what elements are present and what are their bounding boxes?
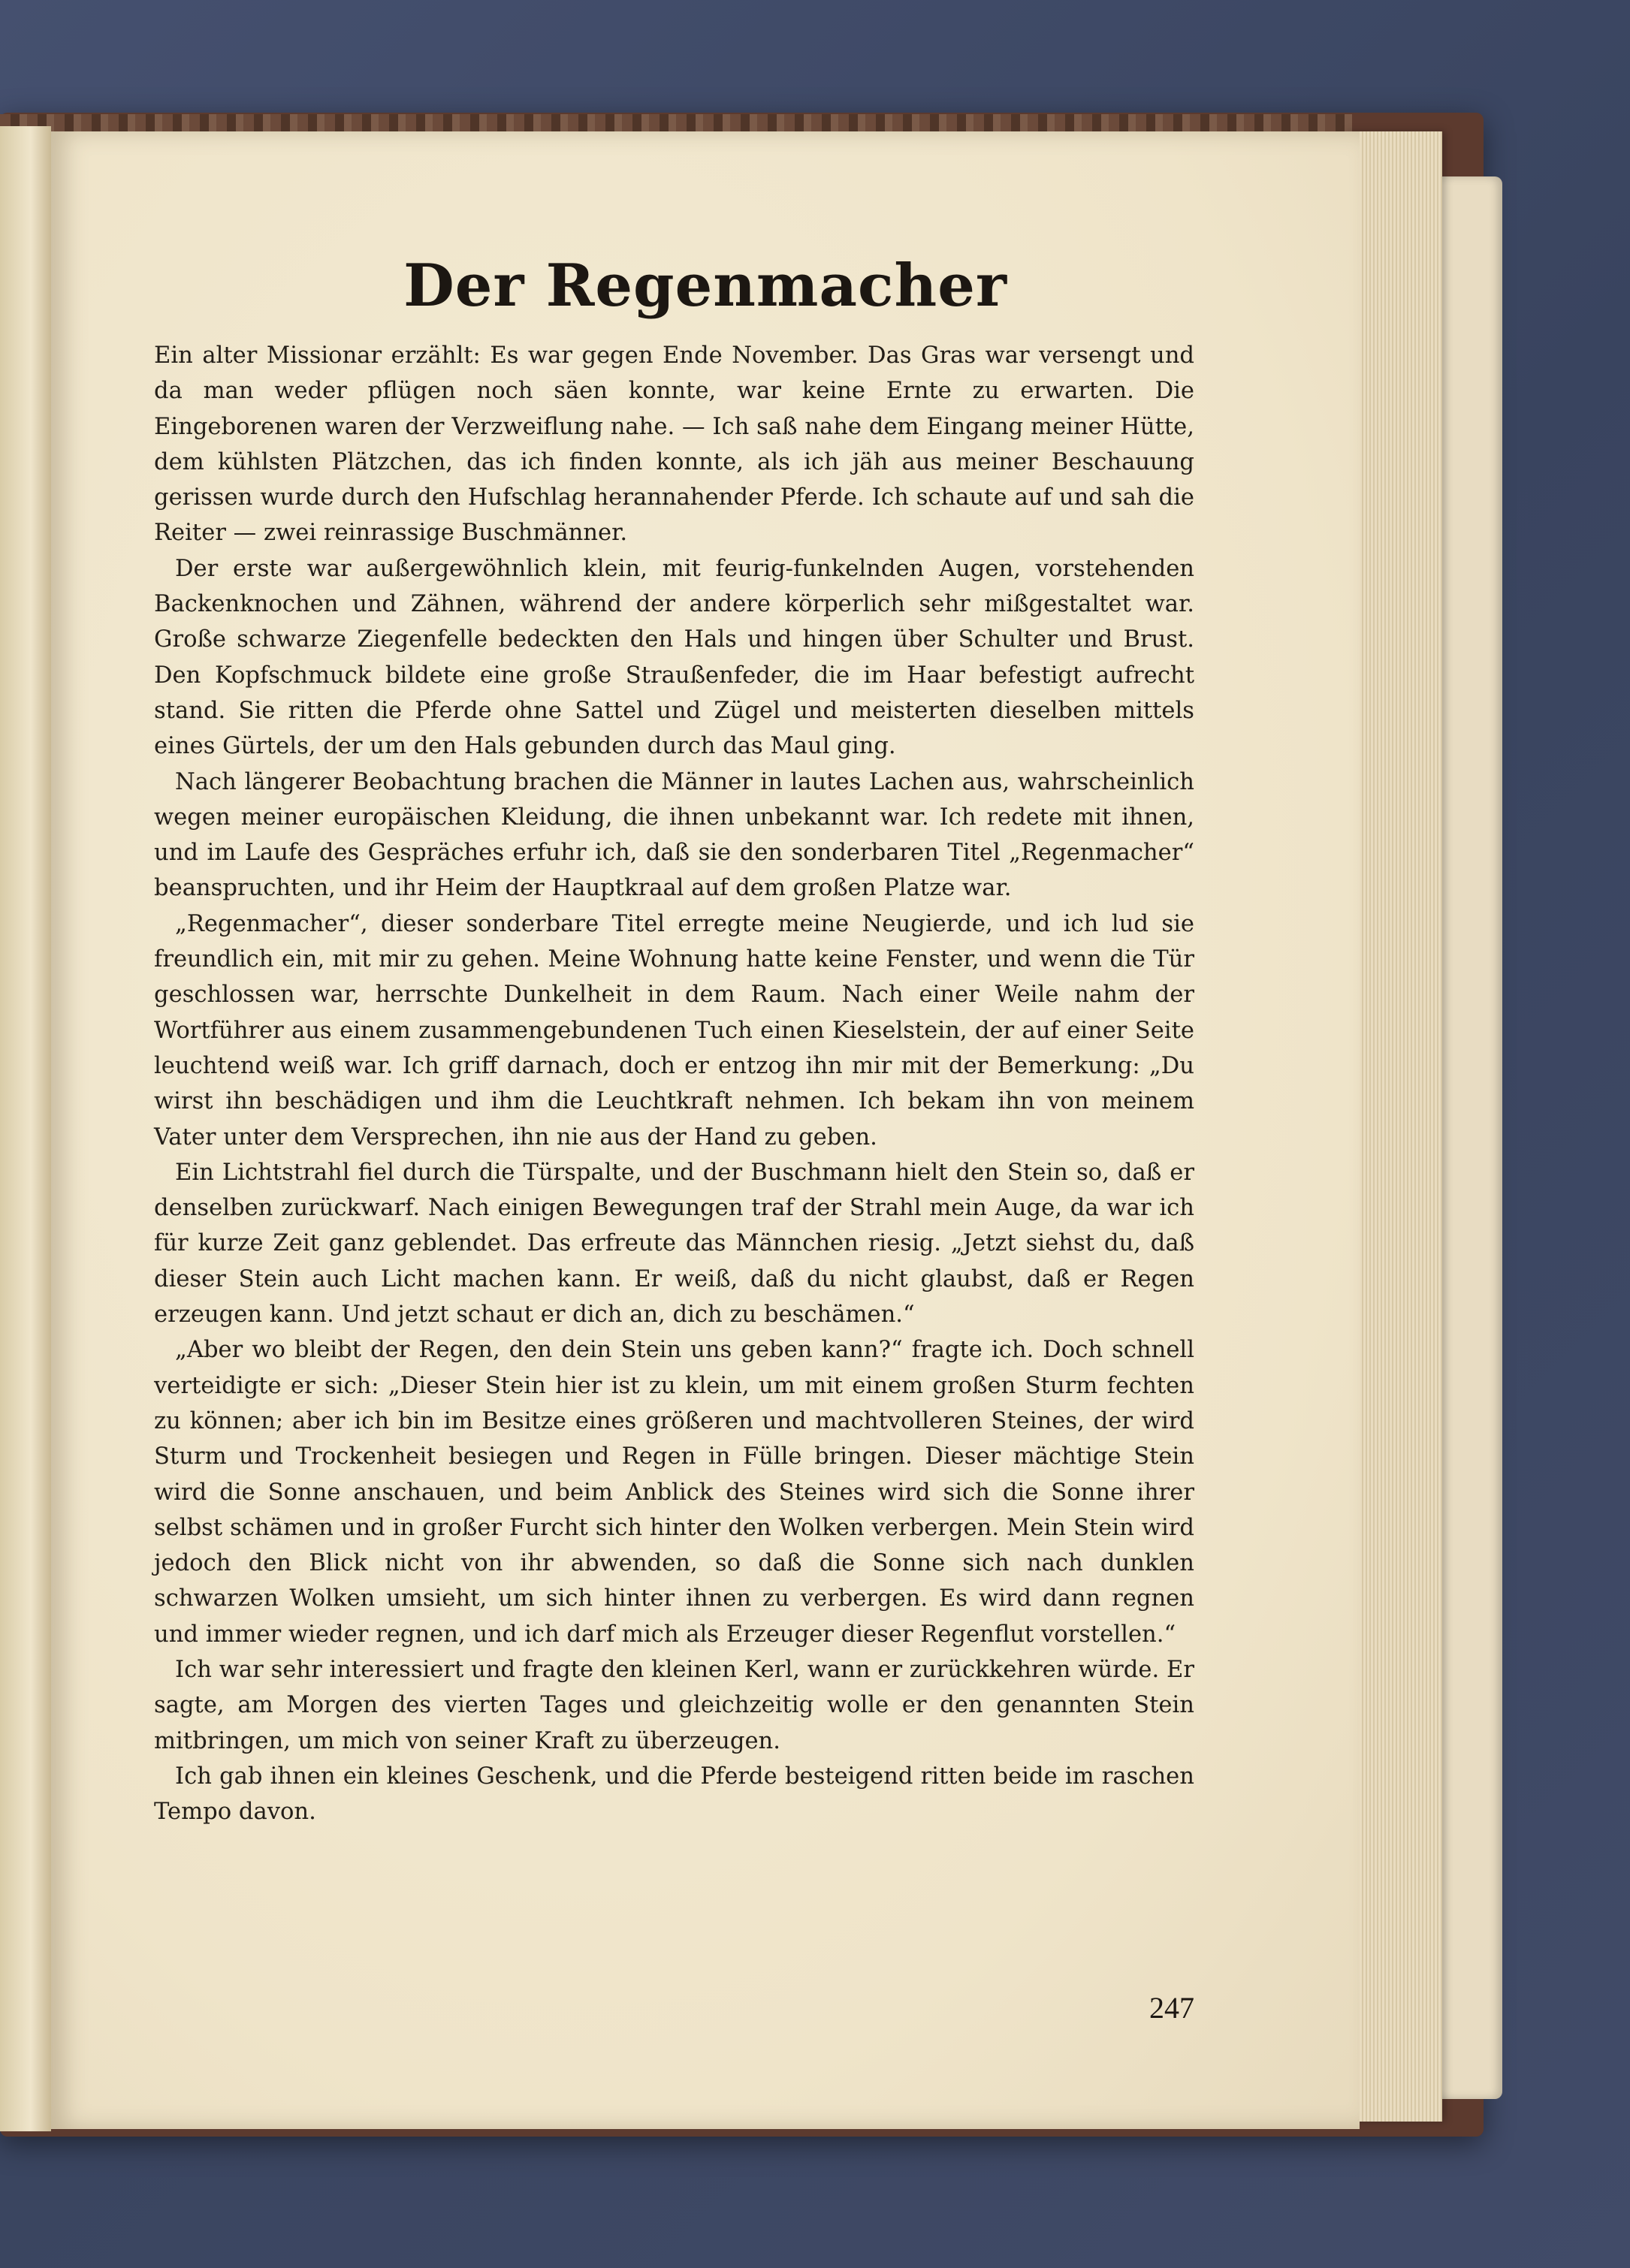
paragraph-3: Nach längerer Beobachtung brachen die Männer in lautes Lachen aus, wahrscheinlich wegen meiner europäischen Kleidung, die ihnen unbekannt war. Ich redete mit ihnen, und im Laufe des Gespräches erfuhr ich, daß sie den sonderbaren Titel „Regenmacher“ beanspruchten, und ihr Heim der Hauptkraal auf dem großen Platze war. [154,768,1194,902]
page-title: Der Regenmacher [403,252,1007,320]
article-body [154,338,1194,1829]
left-page-edge [0,126,51,2131]
paragraph-1: Ein alter Missionar erzählt: Es war gegen Ende November. Das Gras war versengt und da man weder pflügen noch säen konnte, war keine Ernte zu erwarten. Die Eingeborenen waren der Verzweiflung nahe. — Ich saß nahe dem Eingang meiner Hütte, dem kühlsten Plätzchen, das ich finden konnte, als ich jäh aus meiner Beschauung gerissen wurde durch den Hufschlag herannahender Pferde. Ich schaute auf und sah die Reiter — zwei reinrassige Buschmänner. [154,342,1194,547]
paragraph-5: Ein Lichtstrahl fiel durch die Türspalte, und der Buschmann hielt den Stein so, daß er denselben zurückwarf. Nach einigen Bewegungen traf der Strahl mein Auge, da war ich für kurze Zeit ganz geblendet. Das erfreute das Männchen riesig. „Jetzt siehst du, daß dieser Stein auch Licht machen kann. Er weiß, daß du nicht glaubst, daß er Regen erzeugen kann. Und jetzt schaut er dich an, dich zu beschämen.“ [154,1159,1194,1329]
paragraph-6: „Aber wo bleibt der Regen, den dein Stein uns geben kann?“ fragte ich. Doch schnell verteidigte er sich: „Dieser Stein hier ist zu klein, um mit einem großen Sturm fechten zu können; aber ich bin im Besitze eines größeren und machtvolleren Steines, der wird Sturm und Trockenheit besiegen und Regen in Fülle bringen. Dieser mächtige Stein wird die Sonne anschauen, und beim Anblick des Steines wird sich die Sonne ihrer selbst schämen und in großer Furcht sich hinter den Wolken verbergen. Mein Stein wird jedoch den Blick nicht von ihr abwenden, so daß die Sonne sich nach dunklen schwarzen Wolken umsieht, um sich hinter ihnen zu verbergen. Es wird dann regnen und immer wieder regnen, und ich darf mich als Erzeuger dieser Regenflut vorstellen.“ [154,1337,1194,1648]
page-number: 247 [1149,1991,1194,2025]
paragraph-8: Ich gab ihnen ein kleines Geschenk, und die Pferde besteigend ritten beide im raschen Tempo davon. [154,1763,1194,1826]
paragraph-2: Der erste war außergewöhnlich klein, mit feurig-funkelnden Augen, vorstehenden Backenknochen und Zähnen, während der andere körperlich sehr mißgestaltet war. Große schwarze Ziegenfelle bedeckten den Hals und hingen über Schulter und Brust. Den Kopfschmuck bildete eine große Straußenfeder, die im Haar befestigt aufrecht stand. Sie ritten die Pferde ohne Sattel und Zügel und meisterten dieselben mittels eines Gürtels, der um den Hals gebunden durch das Maul ging. [154,555,1194,760]
paragraph-4: „Regenmacher“, dieser sonderbare Titel erregte meine Neugierde, und ich lud sie freundlich ein, mit mir zu gehen. Meine Wohnung hatte keine Fenster, und wenn die Tür geschlossen war, herrschte Dunkelheit in dem Raum. Nach einer Weile nahm der Wortführer aus einem zusammengebundenen Tuch einen Kieselstein, der auf einer Seite leuchtend weiß war. Ich griff darnach, doch er entzog ihn mir mit der Bemerkung: „Du wirst ihn beschädigen und ihm die Leuchtkraft nehmen. Ich bekam ihn von meinem Vater unter dem Versprechen, ihn nie aus der Hand zu geben. [154,910,1194,1151]
paragraph-7: Ich war sehr interessiert und fragte den kleinen Kerl, wann er zurückkehren würde. Er sagte, am Morgen des vierten Tages und gleichzeitig wolle er den genannten Stein mitbringen, um mich von seiner Kraft zu überzeugen. [154,1656,1194,1754]
